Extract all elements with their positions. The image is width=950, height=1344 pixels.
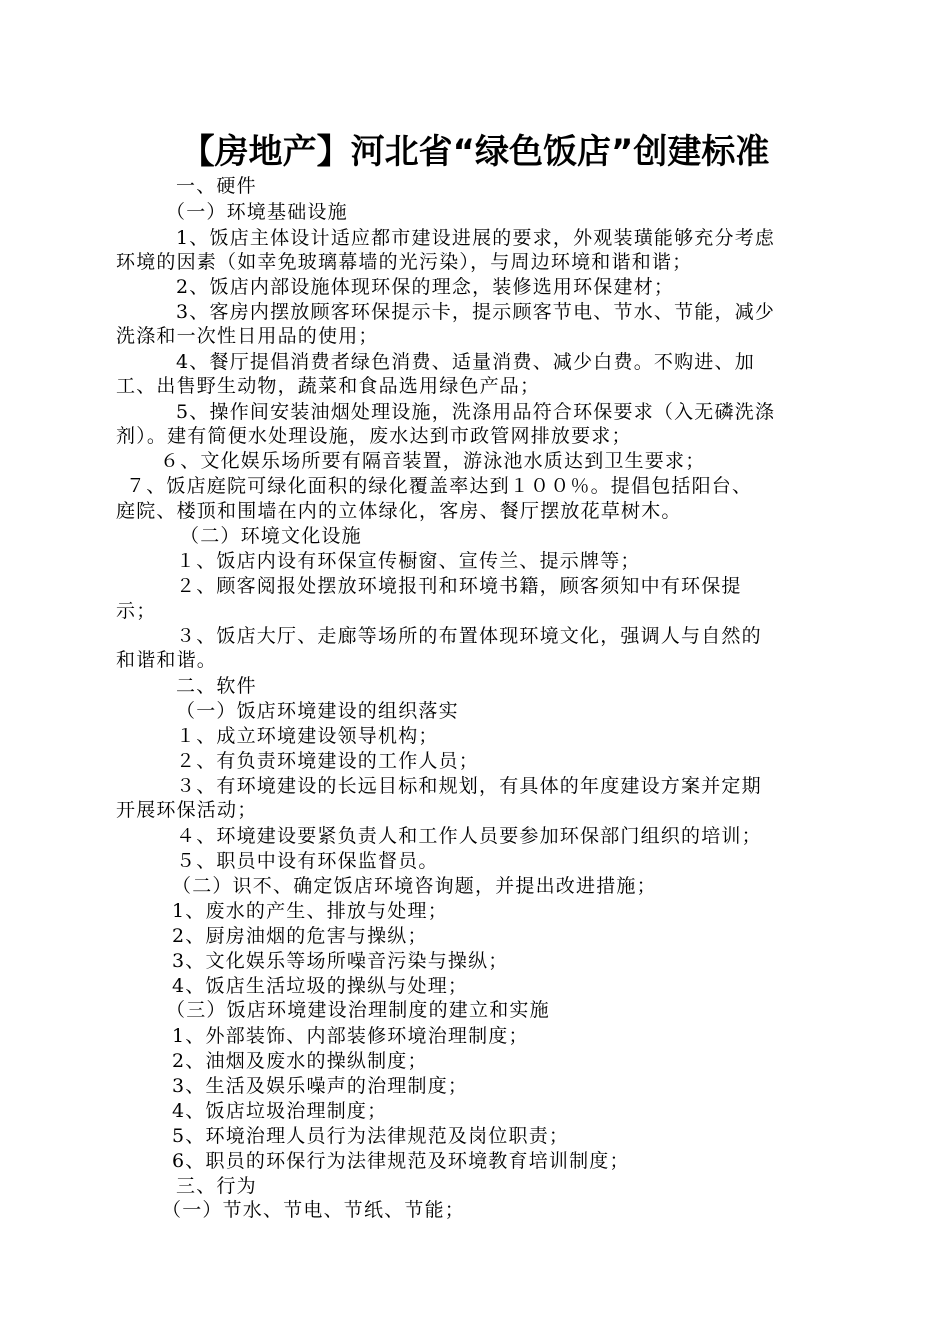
text-line: １、成立环境建设领导机构； — [176, 725, 439, 747]
text-line: ４、环境建设要紧负责人和工作人员要参加环保部门组织的培训； — [176, 825, 762, 847]
text-line: 1、饭店主体设计适应都市建设进展的要求，外观装璜能够充分考虑 — [176, 227, 776, 249]
text-line: 3、客房内摆放顾客环保提示卡，提示顾客节电、节水、节能，减少 — [176, 301, 776, 323]
text-line: 4、饭店生活垃圾的操纵与处理； — [172, 975, 469, 997]
text-line: 洗涤和一次性日用品的使用； — [116, 325, 379, 347]
text-line: 工、出售野生动物，蔬菜和食品选用绿色产品； — [116, 375, 541, 397]
subsection-heading: （一）节水、节电、节纸、节能； — [162, 1199, 466, 1221]
text-line: ７、饭店庭院可绿化面积的绿化覆盖率达到１００％。提倡包括阳台、 — [126, 475, 753, 497]
subsection-heading: （二）识不、确定饭店环境咨询题，并提出改进措施； — [172, 875, 657, 897]
subsection-heading: （三）饭店环境建设治理制度的建立和实施 — [166, 999, 550, 1021]
text-line: 庭院、楼顶和围墙在内的立体绿化，客房、餐厅摆放花草树木。 — [116, 500, 682, 522]
text-line: １、饭店内设有环保宣传橱窗、宣传兰、提示牌等； — [176, 550, 641, 572]
text-line: 4、餐厅提倡消费者绿色消费、适量消费、减少白费。不购进、加 — [176, 351, 755, 373]
text-line: 5、操作间安装油烟处理设施，洗涤用品符合环保要求（入无磷洗涤 — [176, 401, 776, 423]
text-line: 和谐和谐。 — [116, 649, 218, 671]
text-line: 2、饭店内部设施体现环保的理念，装修选用环保建材； — [176, 276, 675, 298]
text-line: ２、有负责环境建设的工作人员； — [176, 750, 480, 772]
text-line: ５、职员中设有环保监督员。 — [176, 850, 439, 872]
document-title: 【房地产】河北省“绿色饭店”创建标准 — [180, 132, 770, 172]
text-line: ３、有环境建设的长远目标和规划，有具体的年度建设方案并定期 — [176, 775, 762, 797]
section-heading: 一、硬件 — [176, 175, 257, 197]
text-line: 6、职员的环保行为法律规范及环境教育培训制度； — [172, 1150, 630, 1172]
text-line: 环境的因素（如幸免玻璃幕墙的光污染），与周边环境和谐和谐； — [116, 251, 693, 273]
subsection-heading: （一）饭店环境建设的组织落实 — [176, 700, 459, 722]
text-line: 3、生活及娱乐噪声的治理制度； — [172, 1075, 469, 1097]
text-line: 1、外部装饰、内部装修环境治理制度； — [172, 1025, 529, 1047]
subsection-heading: （一）环境基础设施 — [166, 201, 348, 223]
text-line: 4、饭店垃圾治理制度； — [172, 1100, 388, 1122]
text-line: ６、文化娱乐场所要有隔音装置，游泳池水质达到卫生要求； — [160, 450, 706, 472]
text-line: ２、顾客阅报处摆放环境报刊和环境书籍，顾客须知中有环保提 — [176, 575, 742, 597]
subsection-heading: （二）环境文化设施 — [180, 525, 362, 547]
text-line: 5、环境治理人员行为法律规范及岗位职责； — [172, 1125, 570, 1147]
text-line: ３、饭店大厅、走廊等场所的布置体现环境文化，强调人与自然的 — [176, 625, 762, 647]
text-line: 剂）。建有简便水处理设施，废水达到市政管网排放要求； — [116, 425, 632, 447]
text-line: 1、废水的产生、排放与处理； — [172, 900, 448, 922]
section-heading: 二、软件 — [176, 675, 257, 697]
text-line: 2、油烟及废水的操纵制度； — [172, 1050, 428, 1072]
text-line: 2、厨房油烟的危害与操纵； — [172, 925, 428, 947]
section-heading: 三、行为 — [176, 1175, 257, 1197]
text-line: 开展环保活动； — [116, 799, 258, 821]
text-line: 示； — [116, 600, 157, 622]
text-line: 3、文化娱乐等场所噪音污染与操纵； — [172, 950, 509, 972]
